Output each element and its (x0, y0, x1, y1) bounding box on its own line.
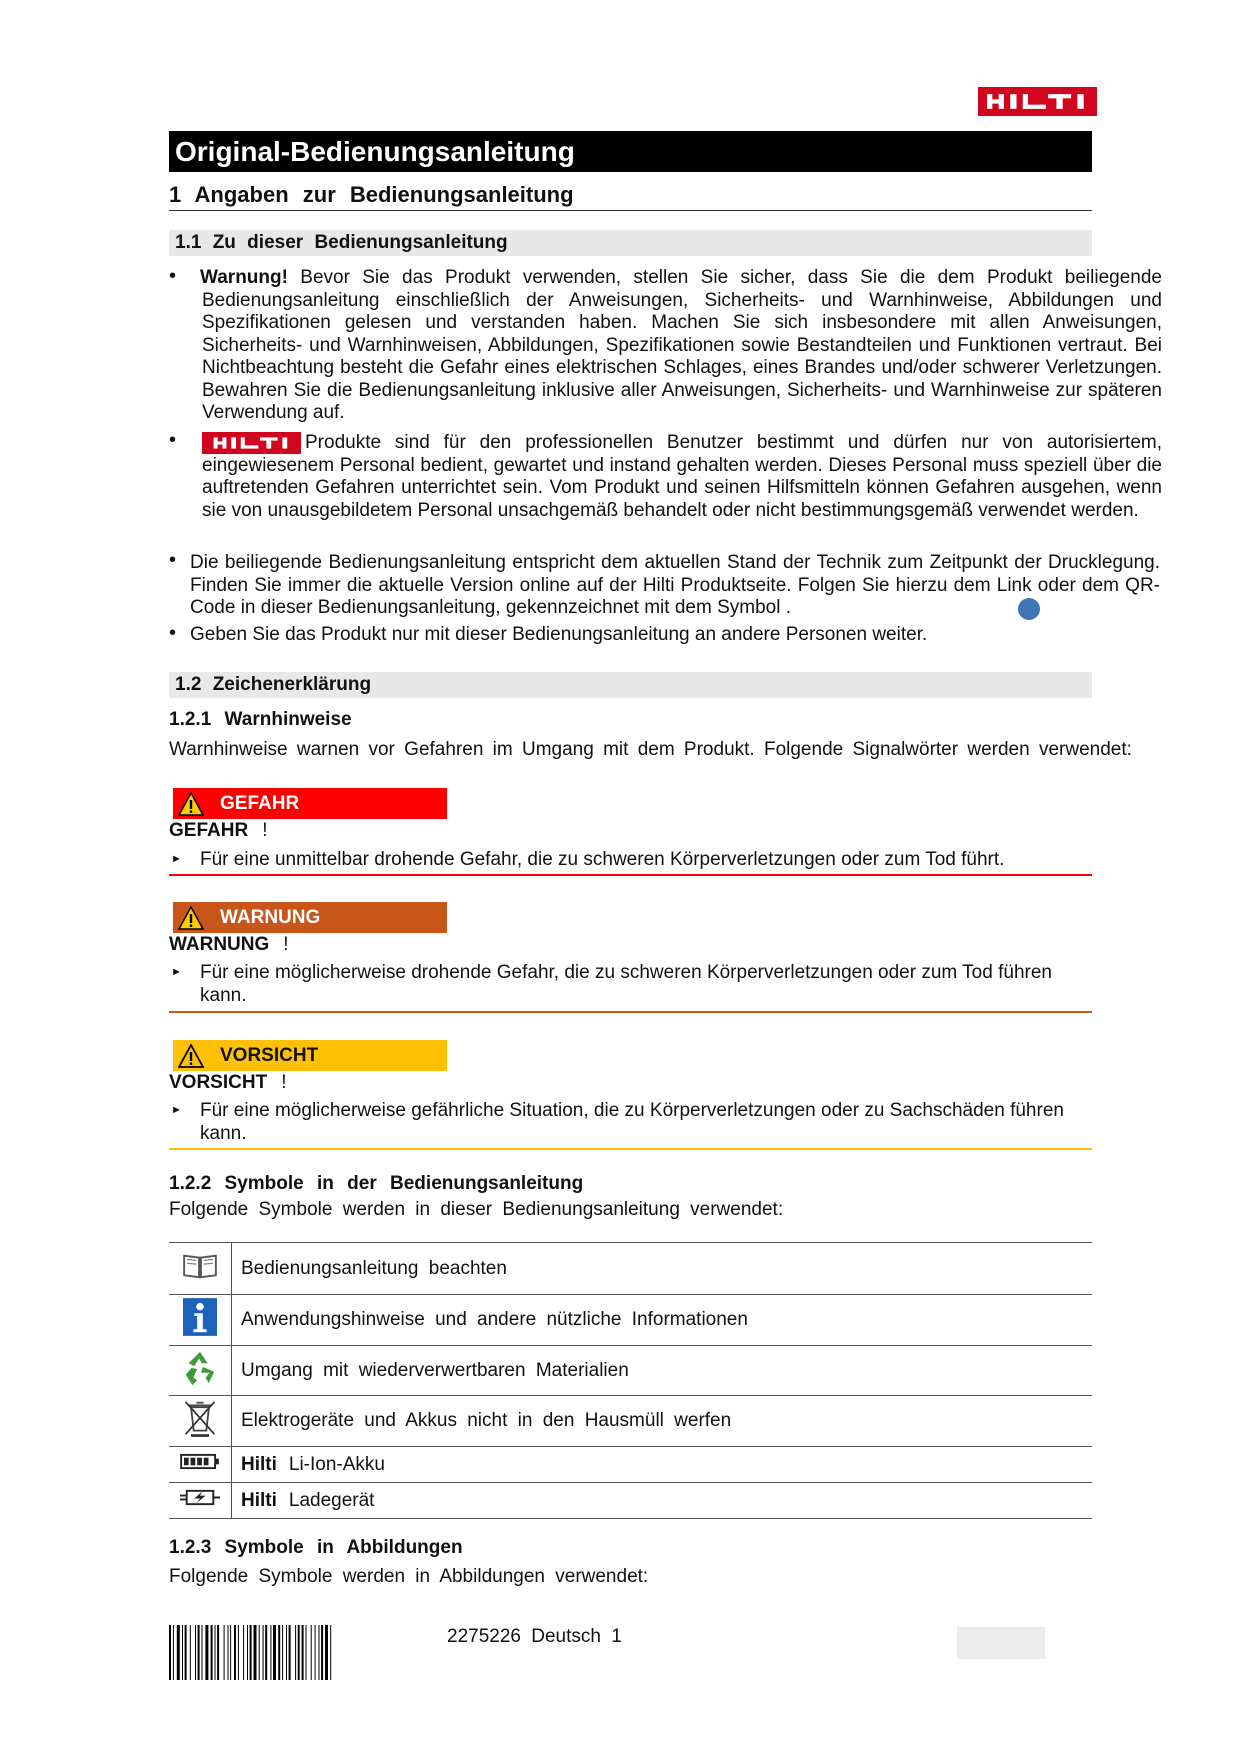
barcode-bar (202, 1625, 203, 1680)
section-heading-1-2-3: 1.2.3 Symbole in Abbildungen (169, 1537, 463, 1558)
brand-name: Hilti (241, 1489, 277, 1511)
section-heading-1-1: 1.1 Zu dieser Bedienungsanleitung (169, 230, 1092, 256)
professional-users-text: Produkte sind für den professionellen Benutzer bestimmt und dürfen nur von autorisiertem, eingewiesenem Personal bedient, gewartet und instand gehalten werden. Dieses Personal muss speziell über die auftretenden Gefahren unterrichtet sein. Vom Produkt und seinen Hilfsmitteln können Gefahren ausgehen, wenn sie von unausgebildetem Personal unsachgemäß behandelt oder nicht bestimmungsgemäß verwendet werden. (202, 432, 1162, 521)
barcode-bar (238, 1625, 239, 1680)
symbol-cell (169, 1295, 232, 1346)
warning-text: Bevor Sie das Produkt verwenden, stellen Sie sicher, dass Sie die dem Produkt beiliegende Bedienungsanleitung einschließlich der Anweisungen, Sicherheits- und Warnhinweise, Abbildungen und Spezifikationen gelesen und verstanden haben. Machen Sie sich insbesondere mit allen Anweisungen, Sicherheits- und Warnhinweisen, Abbildungen, Spezifikationen sowie Bestandteilen und Funktionen vertraut. Bei Nichtbeachtung besteht die Gefahr eines elektrischen Schlages, eines Brandes und/oder schwerer Verletzungen. Bewahren Sie die Bedienungsanleitung inklusive aller Anweisungen, Sicherheits- und Warnhinweise zur späteren Verwendung auf. (202, 267, 1162, 423)
barcode-bar (243, 1625, 244, 1680)
document-title: Original-Bedienungsanleitung (169, 131, 1092, 172)
danger-word-text: GEFAHR (169, 820, 249, 841)
danger-label: GEFAHR (220, 793, 300, 814)
symbol-description: Umgang mit wiederverwertbaren Materialien (232, 1346, 1093, 1396)
barcode-bar (270, 1625, 271, 1680)
hilti-logo-mark (207, 435, 297, 451)
symbol-cell (169, 1447, 232, 1483)
arrow-marker: ► (171, 966, 182, 978)
caution-word (169, 1072, 286, 1094)
page-footer: 2275226 Deutsch 1 (447, 1626, 622, 1647)
manual-book-icon (181, 1252, 219, 1280)
symbols-table (169, 1242, 1092, 1519)
barcode-bar (315, 1625, 316, 1680)
barcode-bar (224, 1625, 225, 1680)
warning-signal-banner (173, 902, 447, 933)
barcode-bar (330, 1625, 331, 1680)
symbol-description: Elektrogeräte und Akkus nicht in den Hausmüll werfen (232, 1396, 1093, 1447)
barcode-bar (295, 1625, 296, 1680)
barcode-bar (230, 1625, 231, 1680)
figure-symbols-intro: Folgende Symbole werden in Abbildungen verwendet: (169, 1566, 649, 1587)
barcode-bar (169, 1625, 171, 1680)
barcode-bar (302, 1625, 304, 1680)
crossed-bin-icon (182, 1397, 218, 1439)
warnings-intro: Warnhinweise warnen vor Gefahren im Umgang mit dem Produkt. Folgende Signalwörter werden verwendet: (169, 739, 1132, 760)
charger-icon (179, 1488, 221, 1507)
barcode-bar (278, 1625, 280, 1680)
barcode-bar (182, 1625, 183, 1680)
caution-description: Für eine möglicherweise gefährliche Situation, die zu Körperverletzungen oder zu Sachschäden führen kann. (200, 1100, 1064, 1144)
table-row (169, 1483, 1092, 1519)
barcode-bar (173, 1625, 174, 1680)
section-heading-1-2: 1.2 Zeichenerklärung (169, 672, 1092, 698)
caution-signal-banner (173, 1040, 447, 1071)
hilti-logo-mark (983, 91, 1092, 112)
barcode-bar (254, 1625, 257, 1680)
danger-word (169, 820, 267, 842)
warning-label: WARNUNG (220, 907, 321, 928)
bullet-current-version (190, 552, 1160, 620)
barcode-bar (247, 1625, 248, 1680)
hilti-inline-logo (202, 432, 301, 454)
danger-signal-banner (173, 788, 447, 819)
qr-link-icon[interactable] (1018, 598, 1040, 620)
symbol-description (232, 1483, 1093, 1519)
bullet-marker: • (169, 622, 177, 644)
table-row (169, 1447, 1092, 1483)
pass-on-text: Geben Sie das Produkt nur mit dieser Bedienungsanleitung an andere Personen weiter. (190, 624, 928, 645)
symbol-cell (169, 1483, 232, 1519)
warning-exclamation: ! (283, 934, 289, 955)
barcode-bar (298, 1625, 300, 1680)
barcode-bar (311, 1625, 312, 1680)
bullet-marker: • (169, 429, 177, 451)
table-row (169, 1243, 1092, 1295)
table-row (169, 1346, 1092, 1396)
warning-triangle-icon (178, 1044, 204, 1068)
barcode-bar (319, 1625, 320, 1680)
barcode-bar (273, 1625, 276, 1680)
danger-exclamation: ! (262, 820, 268, 841)
symbol-text: Ladegerät (288, 1489, 375, 1511)
barcode-bar (265, 1625, 267, 1680)
caution-label: VORSICHT (220, 1045, 319, 1066)
bullet-marker: • (169, 549, 177, 571)
danger-rule (169, 874, 1092, 876)
arrow-marker: ► (171, 853, 182, 865)
section-heading-1-2-1: 1.2.1 Warnhinweise (169, 709, 352, 730)
symbol-cell (169, 1243, 232, 1295)
info-icon (183, 1298, 217, 1336)
danger-description: Für eine unmittelbar drohende Gefahr, die zu schweren Körperverletzungen oder zum Tod führt. (200, 849, 1005, 870)
recycling-icon (181, 1349, 219, 1387)
bullet-professional-users (202, 432, 1162, 522)
barcode-bar (321, 1625, 323, 1680)
hilti-logo (978, 87, 1097, 116)
brand-name: Hilti (241, 1453, 277, 1475)
caution-exclamation: ! (281, 1072, 287, 1093)
barcode-bar (217, 1625, 219, 1680)
bullet-pass-on (190, 624, 1150, 647)
footer-placeholder-box (957, 1627, 1045, 1659)
barcode-bar (190, 1625, 191, 1680)
barcode-bar (185, 1625, 187, 1680)
table-row (169, 1396, 1092, 1447)
barcode-bar (234, 1625, 236, 1680)
barcode-bar (259, 1625, 260, 1680)
symbol-description (232, 1447, 1093, 1483)
table-row (169, 1295, 1092, 1346)
warning-description: Für eine möglicherweise drohende Gefahr, die zu schweren Körperverletzungen oder zum Tod führen kann. (200, 962, 1052, 1006)
warning-triangle-icon (178, 906, 204, 930)
barcode-bar (289, 1625, 291, 1680)
barcode-bar (211, 1625, 213, 1680)
barcode-bar (215, 1625, 216, 1680)
symbols-intro: Folgende Symbole werden in dieser Bedienungsanleitung verwendet: (169, 1199, 784, 1220)
barcode-bar (306, 1625, 307, 1680)
section-heading-1-2-2: 1.2.2 Symbole in der Bedienungsanleitung (169, 1173, 584, 1194)
current-version-text: Die beiliegende Bedienungsanleitung entspricht dem aktuellen Stand der Technik zum Zeitpunkt der Drucklegung. Finden Sie immer die aktuelle Version online auf der Hilti Produktseite. Folgen Sie hierzu dem Link oder dem QR-Code in dieser Bedienungsanleitung, gekennzeichnet mit dem Symbol . (190, 552, 1160, 618)
bullet-marker: • (169, 265, 177, 287)
barcode-bar (286, 1625, 287, 1680)
barcode-bar (198, 1625, 200, 1680)
barcode-bar (177, 1625, 180, 1680)
barcode-bar (195, 1625, 196, 1680)
warning-lead: Warnung! (200, 267, 288, 288)
symbol-text: Li-Ion-Akku (288, 1453, 385, 1475)
barcode (169, 1625, 425, 1680)
battery-icon (180, 1453, 220, 1470)
barcode-bar (250, 1625, 252, 1680)
symbol-cell (169, 1346, 232, 1396)
caution-rule (169, 1148, 1092, 1150)
barcode-bar (263, 1625, 264, 1680)
barcode-bar (228, 1625, 229, 1680)
warning-triangle-icon (178, 792, 204, 816)
symbol-description: Bedienungsanleitung beachten (232, 1243, 1093, 1295)
warning-rule (169, 1011, 1092, 1013)
warning-word (169, 934, 289, 956)
warning-word-text: WARNUNG (169, 934, 270, 955)
caution-word-text: VORSICHT (169, 1072, 268, 1093)
barcode-bar (282, 1625, 283, 1680)
arrow-marker: ► (171, 1104, 182, 1116)
section-heading-1: 1 Angaben zur Bedienungsanleitung (169, 182, 1092, 211)
bullet-warning (202, 267, 1162, 425)
symbol-description: Anwendungshinweise und andere nützliche Informationen (232, 1295, 1093, 1346)
barcode-bar (205, 1625, 208, 1680)
barcode-bar (325, 1625, 328, 1680)
symbol-cell (169, 1396, 232, 1447)
